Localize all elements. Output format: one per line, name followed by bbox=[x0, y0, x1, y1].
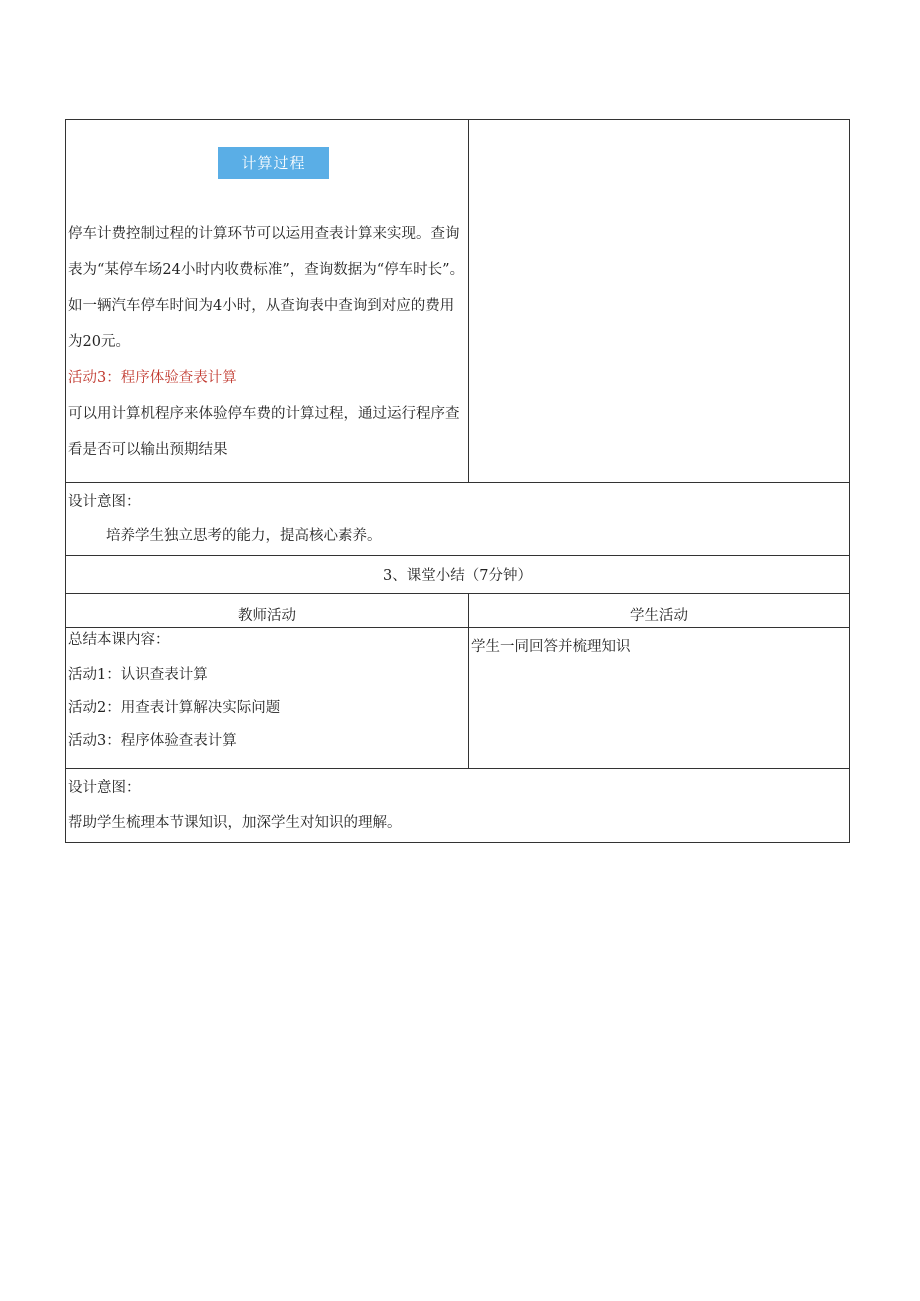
activity3-title: 活动3：程序体验查表计算 bbox=[68, 370, 237, 386]
design-intent-label-2: 设计意图： bbox=[68, 780, 141, 796]
design-intent-label-1: 设计意图： bbox=[68, 494, 141, 510]
teacher-activity-item: 活动3：程序体验查表计算 bbox=[68, 733, 237, 749]
summary-body-row bbox=[66, 628, 850, 769]
calc-process-row bbox=[66, 120, 850, 483]
design-intent-text-1: 培养学生独立思考的能力，提高核心素养。 bbox=[106, 528, 382, 544]
student-column-header bbox=[469, 594, 850, 628]
design-intent-text-2: 帮助学生梳理本节课知识，加深学生对知识的理解。 bbox=[68, 815, 402, 831]
teacher-column-header bbox=[66, 594, 469, 628]
summary-heading-row bbox=[66, 556, 850, 594]
calc-process-cell bbox=[66, 120, 469, 483]
calc-process-right-cell bbox=[469, 120, 850, 483]
activity3-text: 可以用计算机程序来体验停车费的计算过程，通过运行程序查看是否可以输出预期结果 bbox=[68, 406, 460, 458]
teacher-activity-cell bbox=[66, 628, 469, 769]
student-activity-cell bbox=[469, 628, 850, 769]
student-column-label: 学生活动 bbox=[630, 608, 688, 624]
teacher-activity-item: 活动2：用查表计算解决实际问题 bbox=[68, 700, 281, 716]
lesson-plan-table bbox=[65, 119, 850, 843]
summary-heading: 3、课堂小结（7分钟） bbox=[66, 556, 850, 594]
student-activity-text: 学生一同回答并梳理知识 bbox=[471, 639, 631, 655]
teacher-activity-item: 活动1：认识查表计算 bbox=[68, 667, 208, 683]
teacher-summary: 总结本课内容： bbox=[68, 632, 170, 648]
calc-process-paragraph: 停车计费控制过程的计算环节可以运用查表计算来实现。查询表为“某停车场24小时内收费标准”，查询数据为“停车时长”。如一辆汽车停车时间为4小时，从查询表中查询到对应的费用为20元。 bbox=[68, 226, 465, 350]
design-intent-cell-1 bbox=[66, 483, 850, 556]
design-intent-row-2 bbox=[66, 769, 850, 843]
column-header-row bbox=[66, 594, 850, 628]
calc-process-ribbon: 计算过程 bbox=[218, 147, 329, 179]
design-intent-cell-2 bbox=[66, 769, 850, 843]
design-intent-row-1 bbox=[66, 483, 850, 556]
teacher-column-label: 教师活动 bbox=[238, 608, 296, 624]
